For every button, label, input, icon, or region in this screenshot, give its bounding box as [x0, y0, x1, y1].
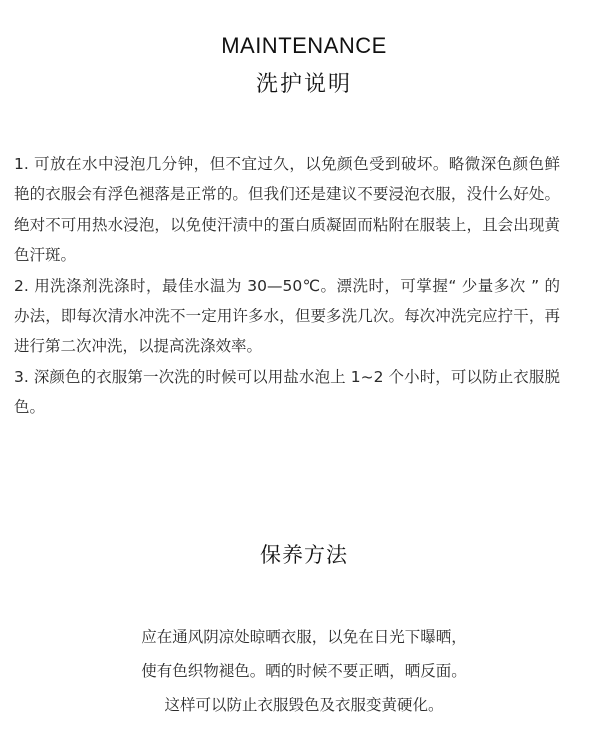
title-chinese: 洗护说明 [255, 72, 352, 97]
instruction-item-1: 1. 可放在水中浸泡几分钟，但不宜过久，以免颜色受到破坏。略微深色颜色鲜艳的衣服会有浮色褪落是正常的。但我们还是建议不要浸泡衣服，没什么好处。绝对不可用热水浸泡，以免使汗渍中的蛋白质凝固而粘附在服装上，且会出现黄色汗斑。 [14, 155, 560, 265]
instruction-item-2: 2. 用洗涤剂洗涤时，最佳水温为 30—50℃。漂洗时，可掌握“ 少量多次 ” 的办法，即每次清水冲洗不一定用许多水，但要多洗几次。每次冲洗完应拧干，再进行第二次冲洗，以提高洗涤效率。 [14, 276, 560, 356]
washing-instructions [14, 149, 560, 423]
care-line-3: 这样可以防止衣服毁色及衣服变黄硬化。 [164, 696, 444, 714]
title-english: MAINTENANCE [221, 33, 387, 58]
care-line-1: 应在通风阴凉处晾晒衣服，以免在日光下曝晒， [141, 628, 467, 646]
care-section-title: 保养方法 [260, 543, 348, 567]
care-instructions [0, 620, 608, 722]
care-line-2: 使有色织物褪色。晒的时候不要正晒，晒反面。 [141, 662, 467, 680]
instruction-item-3: 3. 深颜色的衣服第一次洗的时候可以用盐水泡上 1~2 个小时，可以防止衣服脱色。 [14, 367, 560, 417]
